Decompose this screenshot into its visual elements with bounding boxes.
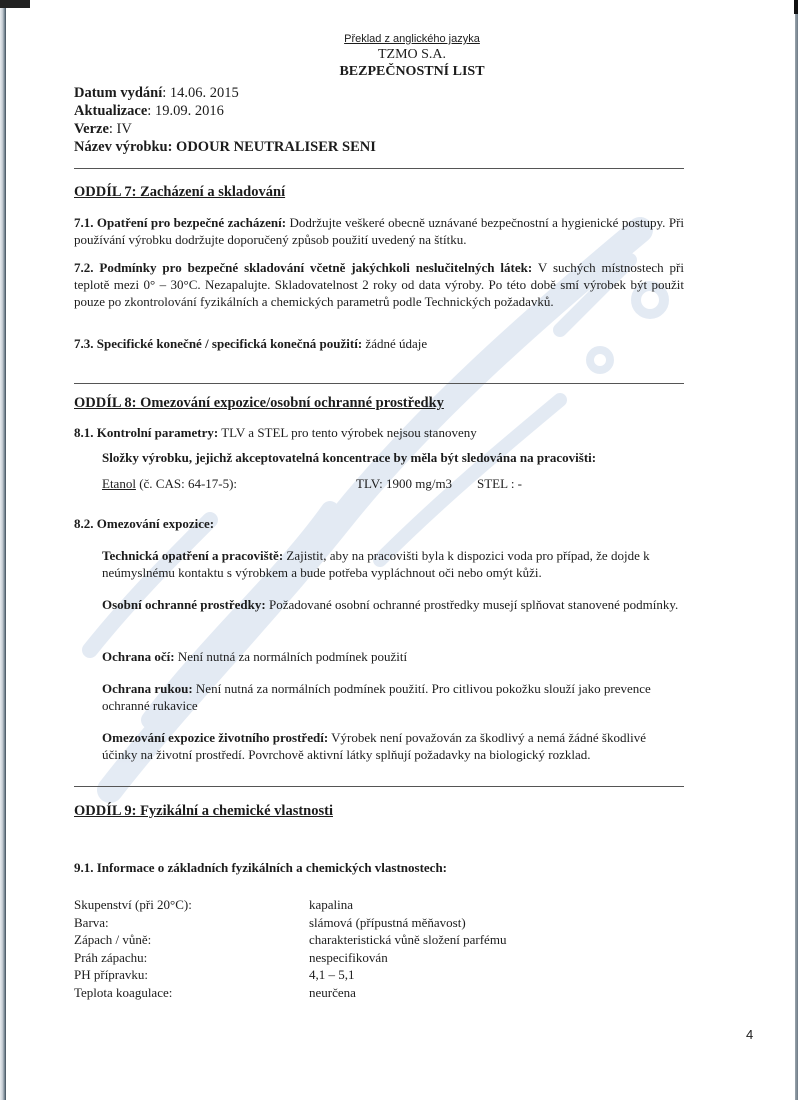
property-label: Zápach / vůně: — [74, 932, 152, 947]
version — [74, 120, 376, 138]
component-cas: (č. CAS: 64-17-5): — [135, 476, 238, 491]
property-row — [74, 931, 684, 949]
technical-measures-text: Zajistit, aby na pracovišti byla k dispozici voda pro případ, že dojde k neúmyslnému kontaktu s výrobkem a bude potřeba vypláchnout oči nebo omýt kůži. — [102, 548, 650, 580]
section-7-2-label: 7.2. Podmínky pro bezpečné skladování včetně jakýchkoli neslučitelných látek: — [74, 260, 533, 275]
section-7-3-label: 7.3. Specifické konečné / specifická konečná použití: — [74, 336, 363, 351]
divider — [74, 168, 684, 169]
component-name-cell — [102, 476, 237, 492]
document-meta — [74, 84, 376, 156]
scan-border-right — [795, 0, 798, 1100]
property-row — [74, 896, 684, 914]
components-heading: Složky výrobku, jejichž akceptovatelná koncentrace by měla být sledována na pracovišti: — [102, 450, 597, 465]
property-row — [74, 914, 684, 932]
property-value: neurčena — [309, 984, 356, 1000]
scan-border-left — [0, 0, 6, 1100]
section-7-3 — [74, 335, 684, 352]
issue-date-label: Datum vydání — [74, 85, 163, 101]
section-7-1-label: 7.1. Opatření pro bezpečné zacházení: — [74, 215, 287, 230]
technical-measures-label: Technická opatření a pracoviště: — [102, 548, 284, 563]
section-8-1 — [74, 424, 684, 441]
property-row — [74, 984, 684, 1002]
section-7-1 — [74, 214, 684, 248]
property-value: charakteristická vůně složení parfému — [309, 932, 507, 947]
product-name — [74, 138, 376, 156]
update-date-label: Aktualizace — [74, 103, 148, 119]
eye-protection-text: Není nutná za normálních podmínek použití — [174, 649, 408, 664]
company-name: TZMO S.A. — [377, 47, 447, 62]
section-7-2 — [74, 259, 684, 310]
section-8-1-text: TLV a STEL pro tento výrobek nejsou stanoveny — [218, 425, 477, 440]
personal-protection-text: Požadované osobní ochranné prostředky musejí splňovat stanovené podmínky. — [265, 597, 679, 612]
scan-corner-right — [794, 0, 798, 14]
version-label: Verze — [74, 121, 109, 137]
eye-protection — [102, 648, 684, 665]
property-label: PH přípravku: — [74, 967, 149, 982]
component-name: Etanol — [102, 476, 136, 491]
document-title: BEZPEČNOSTNÍ LIST — [339, 64, 485, 79]
scan-corner-left — [0, 0, 30, 8]
translation-note: Překlad z anglického jazyka — [344, 33, 480, 45]
hand-protection — [102, 680, 684, 714]
page-number: 4 — [746, 1027, 754, 1042]
divider — [74, 383, 684, 384]
environmental-exposure — [102, 729, 684, 763]
property-value: slámová (přípustná měňavost) — [309, 914, 466, 930]
personal-protection — [102, 596, 684, 613]
issue-date — [74, 84, 376, 102]
property-row — [74, 966, 684, 984]
property-label: Teplota koagulace: — [74, 984, 173, 1000]
update-date — [74, 102, 376, 120]
hand-protection-text: Není nutná za normálních podmínek použití. Pro citlivou pokožku slouží jako prevence ochranné rukavice — [102, 681, 651, 713]
environmental-exposure-text: Výrobek není považován za škodlivý a nemá žádné škodlivé účinky na životní prostředí. Povrchově aktivní látky splňují požadavky na biologický rozklad. — [102, 730, 646, 762]
property-row — [74, 949, 684, 967]
property-value: 4,1 – 5,1 — [309, 967, 355, 982]
section-7-2-text: V suchých místnostech při teplotě mezi 0° – 30°C. Nezapalujte. Skladovatelnost 2 roky od data výroby. Po této době smí výrobek být použit pouze po zkontrolování fyzikálních a chemických parametrů podle Technických požadavků. — [74, 260, 684, 309]
property-label: Práh zápachu: — [74, 949, 148, 965]
environmental-exposure-label: Omezování expozice životního prostředí: — [102, 730, 329, 745]
section-9-1-heading: 9.1. Informace o základních fyzikálních a chemických vlastnostech: — [74, 860, 448, 875]
product-name-label: Název výrobku: ODOUR NEUTRALISER SENI — [74, 139, 376, 155]
property-value: kapalina — [309, 897, 354, 912]
section-9-title: ODDÍL 9: Fyzikální a chemické vlastnosti — [74, 803, 333, 819]
component-tlv: TLV: 1900 mg/m3 — [356, 476, 453, 491]
property-label: Barva: — [74, 914, 109, 930]
section-7-1-text: Dodržujte veškeré obecně uznávané bezpečnostní a hygienické postupy. Při používání výrobku dodržujte doporučený způsob použití uvedený na štítku. — [74, 215, 685, 247]
document-page — [74, 0, 754, 1100]
property-label: Skupenství (při 20°C): — [74, 897, 192, 912]
issue-date-value: : 14.06. 2015 — [162, 85, 239, 101]
personal-protection-label: Osobní ochranné prostředky: — [102, 597, 266, 612]
divider — [74, 786, 684, 787]
version-value: : IV — [108, 121, 132, 137]
section-8-1-label: 8.1. Kontrolní parametry: — [74, 425, 219, 440]
technical-measures — [102, 547, 684, 581]
section-8-title: ODDÍL 8: Omezování expozice/osobní ochranné prostředky — [74, 395, 444, 411]
update-date-value: : 19.09. 2016 — [147, 103, 224, 119]
section-8-2-heading: 8.2. Omezování expozice: — [74, 516, 215, 531]
eye-protection-label: Ochrana očí: — [102, 649, 175, 664]
component-stel: STEL : - — [477, 476, 523, 491]
section-7-3-text: žádné údaje — [362, 336, 428, 351]
properties-table — [74, 896, 684, 1001]
section-7-title: ODDÍL 7: Zacházení a skladování — [74, 184, 286, 200]
property-value: nespecifikován — [309, 949, 388, 965]
hand-protection-label: Ochrana rukou: — [102, 681, 193, 696]
